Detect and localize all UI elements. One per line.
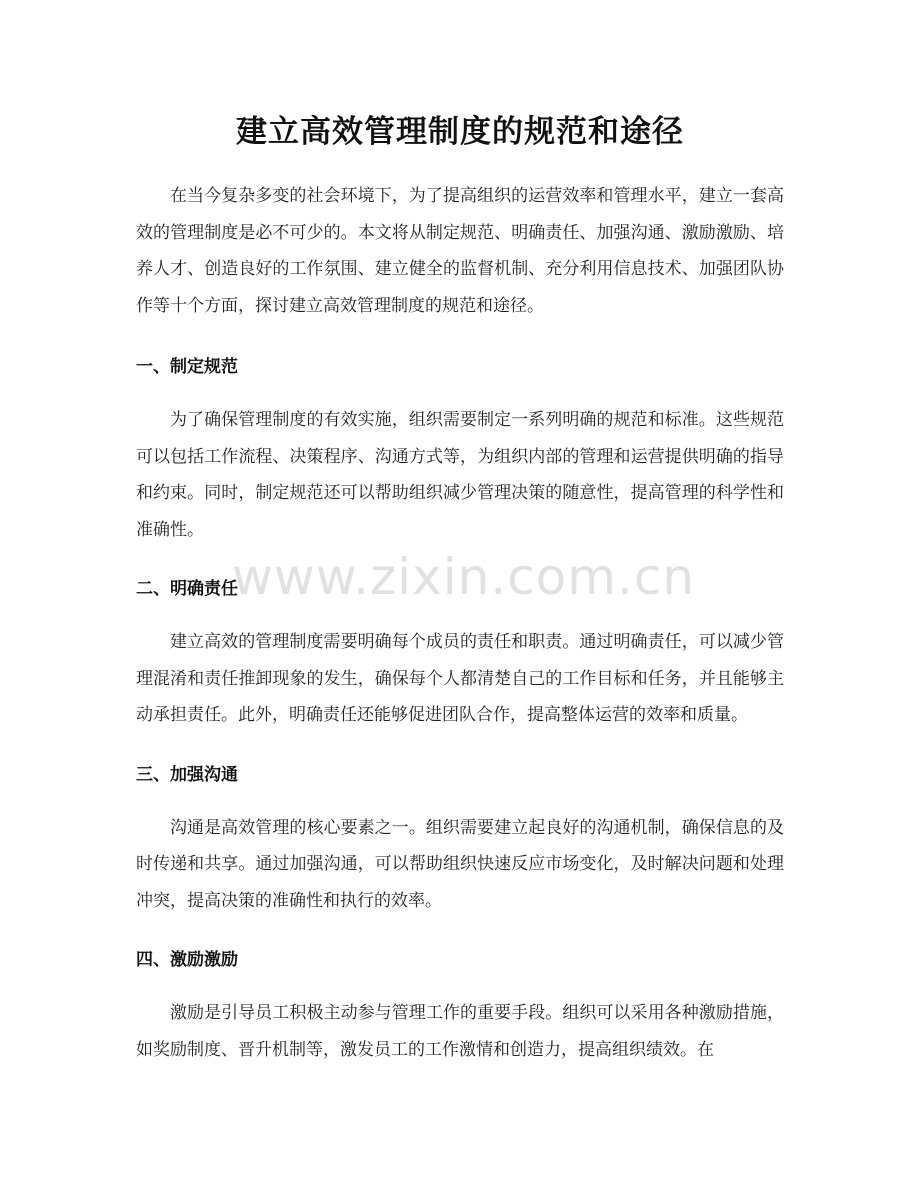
section-heading-1: 一、制定规范 xyxy=(136,357,238,377)
section-heading-3: 三、加强沟通 xyxy=(136,764,238,785)
intro-paragraph: 在当今复杂多变的社会环境下，为了提高组织的运营效率和管理水平，建立一套高效的管理制度是必不可少的。本文将从制定规范、明确责任、加强沟通、激励激励、培养人才、创造良好的工作氛围、建立健全的监督机制、充分利用信息技术、加强团队协作等十个方面，探讨建立高效管理制度的规范和途径。 xyxy=(136,186,784,316)
section-body-1: 为了确保管理制度的有效实施，组织需要制定一系列明确的规范和标准。这些规范可以包括工作流程、决策程序、沟通方式等，为组织内部的管理和运营提供明确的指导和约束。同时，制定规范还可以帮助组织减少管理决策的随意性，提高管理的科学性和准确性。 xyxy=(136,410,784,540)
section-heading-2: 二、明确责任 xyxy=(136,579,238,599)
page-title: 建立高效管理制度的规范和途径 xyxy=(236,114,684,150)
watermark: www.zixin.com.cn xyxy=(232,548,696,606)
section-body-2: 建立高效的管理制度需要明确每个成员的责任和职责。通过明确责任，可以减少管理混淆和责任推卸现象的发生，确保每个人都清楚自己的工作目标和任务，并且能够主动承担责任。此外，明确责任还能够促进团队合作，提高整体运营的效率和质量。 xyxy=(136,632,784,725)
section-body-4: 激励是引导员工积极主动参与管理工作的重要手段。组织可以采用各种激励措施，如奖励制度、晋升机制等，激发员工的工作激情和创造力，提高组织绩效。在 xyxy=(136,1003,784,1060)
section-heading-4: 四、激励激励 xyxy=(136,950,238,970)
section-body-3: 沟通是高效管理的核心要素之一。组织需要建立起良好的沟通机制，确保信息的及时传递和共享。通过加强沟通，可以帮助组织快速反应市场变化，及时解决问题和处理冲突，提高决策的准确性和执行的效率。 xyxy=(136,817,784,911)
